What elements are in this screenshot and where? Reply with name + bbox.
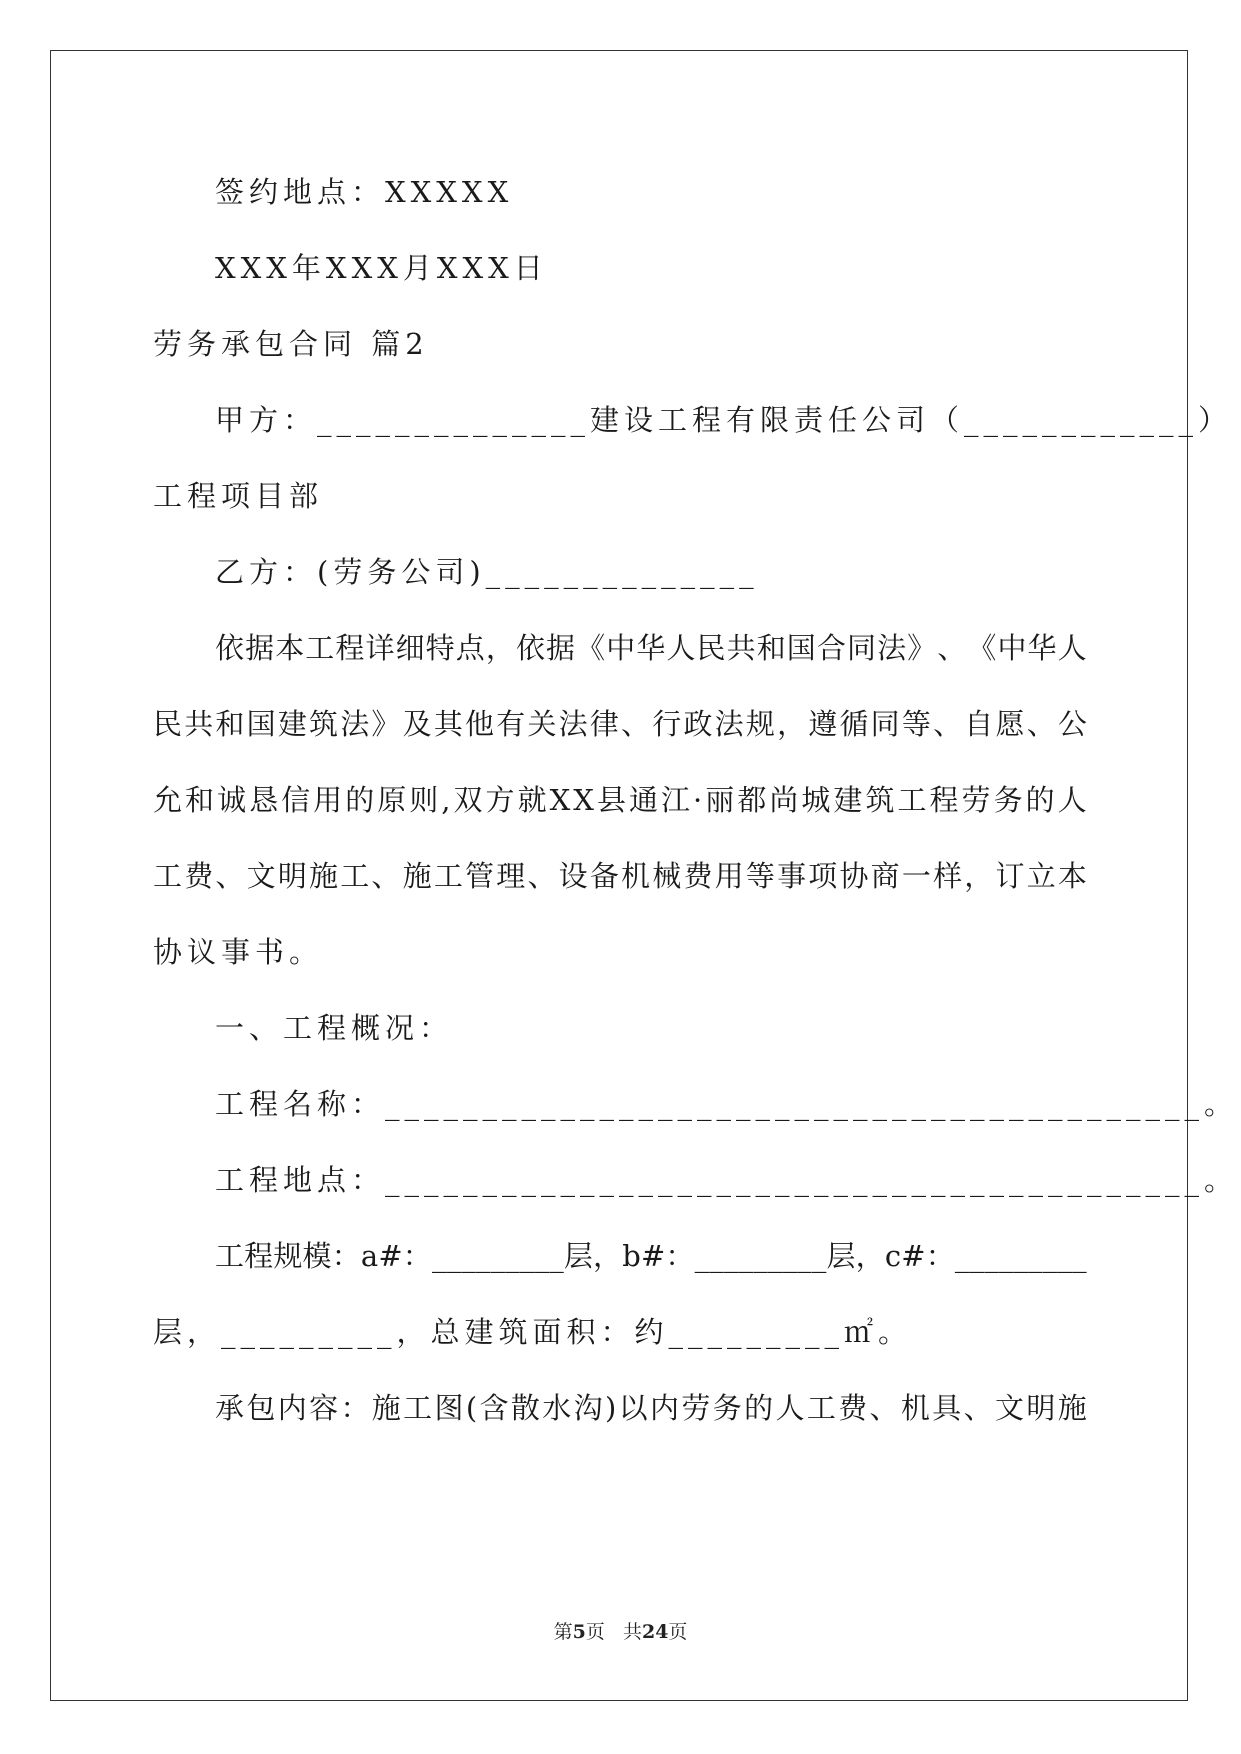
char: 文 xyxy=(994,1391,1024,1425)
char: 工 xyxy=(153,859,183,893)
char: 《 xyxy=(576,631,606,665)
char: 样 xyxy=(933,859,963,893)
char: 工 xyxy=(403,1391,433,1425)
char: 、 xyxy=(1026,707,1056,741)
char: 及 xyxy=(402,707,432,741)
char: ( xyxy=(465,1391,478,1425)
char: ： xyxy=(665,1239,695,1273)
char: _ xyxy=(694,1239,710,1273)
char: 尚 xyxy=(769,783,799,817)
char: 设 xyxy=(558,859,588,893)
char: _ xyxy=(1028,1239,1043,1273)
char: 民 xyxy=(153,707,183,741)
char: 据 xyxy=(546,631,576,665)
char: _ xyxy=(1072,1239,1087,1273)
paragraph-line-2 xyxy=(153,704,1087,744)
char: ， xyxy=(964,859,994,893)
char: 据 xyxy=(245,631,275,665)
char: · xyxy=(693,783,703,817)
date-line: XXX年XXX月XXX日 xyxy=(215,251,548,285)
char: 用 xyxy=(313,783,343,817)
char: 费 xyxy=(838,1391,868,1425)
char: 《 xyxy=(967,631,997,665)
char: # xyxy=(378,1239,403,1273)
char: _ xyxy=(505,1239,520,1273)
char: _ xyxy=(811,1239,827,1273)
char: 他 xyxy=(465,707,495,741)
signing-place-line: 签约地点：XXXXX xyxy=(215,175,514,209)
char: 就 xyxy=(517,783,547,817)
char: 机 xyxy=(900,1391,930,1425)
char: 同 xyxy=(870,707,900,741)
char: 商 xyxy=(870,859,900,893)
char: 共 xyxy=(184,707,214,741)
char: 和 xyxy=(215,707,245,741)
char: 、 xyxy=(215,859,245,893)
char: 工 xyxy=(806,1391,836,1425)
char: 散 xyxy=(510,1391,540,1425)
char: _ xyxy=(998,1239,1014,1273)
char: 图 xyxy=(434,1391,464,1425)
char: 工 xyxy=(340,859,370,893)
footer-total-pages: 24 xyxy=(641,1621,669,1643)
char: 民 xyxy=(696,631,726,665)
char: 江 xyxy=(661,783,691,817)
char: 允 xyxy=(153,783,183,817)
char: 费 xyxy=(683,859,713,893)
char: c xyxy=(884,1239,902,1273)
footer-total-unit: 页 xyxy=(668,1621,688,1643)
footer-prefix: 第 xyxy=(553,1621,573,1643)
char: _ xyxy=(797,1239,812,1273)
char: _ xyxy=(984,1239,999,1273)
char: _ xyxy=(767,1239,783,1273)
char: 含 xyxy=(479,1391,509,1425)
char: 文 xyxy=(246,859,276,893)
char: _ xyxy=(782,1239,798,1273)
char: 、 xyxy=(937,631,967,665)
char: 国 xyxy=(246,707,276,741)
char: 容 xyxy=(309,1391,339,1425)
char: ： xyxy=(925,1239,955,1273)
char: 施 xyxy=(402,859,432,893)
char: 工 xyxy=(897,783,927,817)
char: 立 xyxy=(1026,859,1056,893)
char: 共 xyxy=(726,631,756,665)
char: 特 xyxy=(425,631,455,665)
char: 务 xyxy=(993,783,1023,817)
char: 》 xyxy=(371,707,401,741)
char: ， xyxy=(855,1239,885,1273)
char: 本 xyxy=(275,631,305,665)
char: 规 xyxy=(273,1239,303,1273)
char: 合 xyxy=(816,631,846,665)
char: 层 xyxy=(563,1239,593,1273)
char: _ xyxy=(446,1239,462,1273)
char: 双 xyxy=(453,783,483,817)
char: 、 xyxy=(933,707,963,741)
char: _ xyxy=(534,1239,550,1273)
char: 政 xyxy=(683,707,713,741)
char: _ xyxy=(431,1239,447,1273)
paragraph-line-4 xyxy=(153,856,1087,896)
char: _ xyxy=(549,1239,564,1273)
char: 管 xyxy=(465,859,495,893)
char: 循 xyxy=(839,707,869,741)
char: 、 xyxy=(371,859,401,893)
char: 诚 xyxy=(217,783,247,817)
party-a-dept-line: 工程项目部 xyxy=(153,479,324,513)
char: 费 xyxy=(184,859,214,893)
char: 用 xyxy=(714,859,744,893)
char: 则 xyxy=(409,783,439,817)
char: 等 xyxy=(745,859,775,893)
char: _ xyxy=(475,1239,491,1273)
char: 法 xyxy=(558,707,588,741)
char: 一 xyxy=(901,859,931,893)
char: 法 xyxy=(340,707,370,741)
char: 信 xyxy=(281,783,311,817)
char: 建 xyxy=(833,783,863,817)
char: 的 xyxy=(1025,783,1055,817)
char: 筑 xyxy=(865,783,895,817)
char: 机 xyxy=(621,859,651,893)
char: 程 xyxy=(929,783,959,817)
char: _ xyxy=(1042,1239,1058,1273)
section-title: 劳务承包合同 篇2 xyxy=(153,327,429,361)
char: 工 xyxy=(305,631,335,665)
char: # xyxy=(901,1239,926,1273)
char: 明 xyxy=(1026,1391,1056,1425)
char: 包 xyxy=(246,1391,276,1425)
char: 关 xyxy=(527,707,557,741)
char: 程 xyxy=(244,1239,274,1273)
char: 其 xyxy=(433,707,463,741)
char: ： xyxy=(331,1239,361,1273)
char: 程 xyxy=(335,631,365,665)
char: _ xyxy=(738,1239,754,1273)
char: 务 xyxy=(712,1391,742,1425)
char: 华 xyxy=(636,631,666,665)
char: 细 xyxy=(395,631,425,665)
paragraph-line-5: 协议事书。 xyxy=(153,935,324,969)
char: ， xyxy=(485,631,515,665)
contract-scope-line xyxy=(215,1388,1087,1428)
char: 中 xyxy=(606,631,636,665)
char: X xyxy=(549,783,571,817)
char: 遵 xyxy=(808,707,838,741)
char: 法 xyxy=(877,631,907,665)
char: 、 xyxy=(869,1391,899,1425)
char: 工 xyxy=(215,1239,245,1273)
char: 本 xyxy=(1057,859,1087,893)
project-scale-line xyxy=(215,1236,1087,1276)
char: 公 xyxy=(1057,707,1087,741)
char: 内 xyxy=(650,1391,680,1425)
char: 模 xyxy=(302,1239,332,1273)
char: 人 xyxy=(775,1391,805,1425)
char: 工 xyxy=(433,859,463,893)
char: 的 xyxy=(744,1391,774,1425)
project-area-line: 层，_________，总建筑面积：约_________㎡。 xyxy=(153,1315,913,1349)
char: 内 xyxy=(277,1391,307,1425)
char: 的 xyxy=(345,783,375,817)
char: X xyxy=(573,783,594,817)
char: , xyxy=(441,783,451,817)
char: 明 xyxy=(277,859,307,893)
char: # xyxy=(640,1239,666,1273)
char: 、 xyxy=(527,859,557,893)
char: 械 xyxy=(652,859,682,893)
char: _ xyxy=(753,1239,768,1273)
char: ： xyxy=(402,1239,432,1273)
char: 华 xyxy=(1027,631,1057,665)
char: 、 xyxy=(963,1391,993,1425)
paragraph-line-3 xyxy=(153,780,1087,820)
char: 沟 xyxy=(573,1391,603,1425)
char: 承 xyxy=(215,1391,245,1425)
char: 建 xyxy=(277,707,307,741)
char: _ xyxy=(519,1239,535,1273)
char: 订 xyxy=(995,859,1025,893)
char: 法 xyxy=(714,707,744,741)
char: 和 xyxy=(185,783,215,817)
char: 恳 xyxy=(249,783,279,817)
char: 以 xyxy=(618,1391,648,1425)
char: _ xyxy=(723,1239,739,1273)
project-name-line: 工程名称：__________________________________________。 xyxy=(215,1087,1239,1121)
char: ) xyxy=(604,1391,617,1425)
char: 人 xyxy=(666,631,696,665)
char: 备 xyxy=(589,859,619,893)
char: 施 xyxy=(1057,1391,1087,1425)
char: ： xyxy=(340,1391,370,1425)
char: 人 xyxy=(1057,631,1087,665)
char: 依 xyxy=(215,631,245,665)
char: 协 xyxy=(839,859,869,893)
char: _ xyxy=(490,1239,506,1273)
char: 规 xyxy=(745,707,775,741)
char: 劳 xyxy=(961,783,991,817)
char: _ xyxy=(954,1239,970,1273)
char: 有 xyxy=(496,707,526,741)
char: _ xyxy=(1057,1239,1072,1273)
char: 和 xyxy=(756,631,786,665)
char: _ xyxy=(1013,1239,1028,1273)
footer-page-unit: 页 xyxy=(585,1621,605,1643)
char: 水 xyxy=(542,1391,572,1425)
char: 中 xyxy=(997,631,1027,665)
char: 具 xyxy=(932,1391,962,1425)
char: 》 xyxy=(907,631,937,665)
char: 人 xyxy=(1057,783,1087,817)
char: 国 xyxy=(786,631,816,665)
char: a xyxy=(360,1239,379,1273)
char: 施 xyxy=(371,1391,401,1425)
char: 丽 xyxy=(705,783,735,817)
char: 等 xyxy=(901,707,931,741)
char: 筑 xyxy=(309,707,339,741)
char: b xyxy=(622,1239,641,1273)
char: 理 xyxy=(496,859,526,893)
char: 城 xyxy=(801,783,831,817)
char: 通 xyxy=(628,783,658,817)
footer-total-prefix: 共 xyxy=(622,1621,642,1643)
char: _ xyxy=(969,1239,985,1273)
char: 都 xyxy=(737,783,767,817)
char: 愿 xyxy=(995,707,1025,741)
char: 、 xyxy=(621,707,651,741)
char: 点 xyxy=(455,631,485,665)
char: 事 xyxy=(777,859,807,893)
char: ， xyxy=(777,707,807,741)
paragraph-line-1 xyxy=(215,628,1087,668)
char: 原 xyxy=(377,783,407,817)
char: 详 xyxy=(365,631,395,665)
char: 行 xyxy=(652,707,682,741)
char: 县 xyxy=(596,783,626,817)
char: 依 xyxy=(515,631,545,665)
project-location-line: 工程地点：__________________________________________。 xyxy=(215,1163,1239,1197)
footer-page-number: 5 xyxy=(572,1621,586,1643)
char: _ xyxy=(461,1239,476,1273)
char: 方 xyxy=(485,783,515,817)
char: 层 xyxy=(826,1239,856,1273)
char: 项 xyxy=(808,859,838,893)
char: 施 xyxy=(309,859,339,893)
project-overview-heading: 一、工程概况： xyxy=(215,1011,454,1045)
char: 劳 xyxy=(681,1391,711,1425)
char: ， xyxy=(593,1239,623,1273)
char: 律 xyxy=(589,707,619,741)
char: 同 xyxy=(846,631,876,665)
char: 自 xyxy=(964,707,994,741)
party-b-line: 乙方：(劳务公司)______________ xyxy=(215,555,759,589)
party-a-line: 甲方：______________建设工程有限责任公司（____________） xyxy=(215,403,1233,437)
page-footer xyxy=(0,1620,1241,1644)
char: _ xyxy=(709,1239,724,1273)
